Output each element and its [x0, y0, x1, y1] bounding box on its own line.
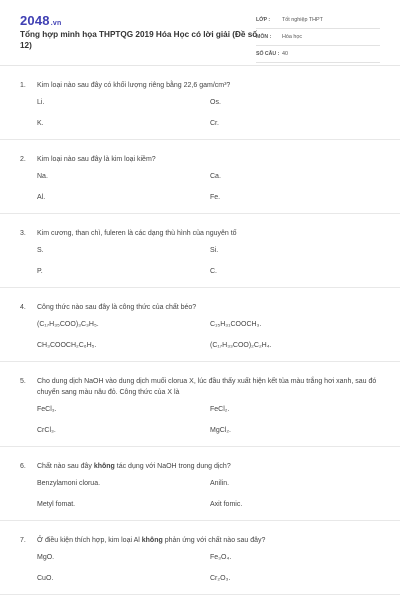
answer-options	[37, 319, 380, 351]
answer-option[interactable]: Benzylamoni clorua.	[37, 480, 101, 487]
question-text-part: phản ứng với chất nào sau đây?	[162, 537, 266, 544]
answer-option[interactable]: P.	[37, 268, 43, 275]
answer-option[interactable]: CuO.	[37, 575, 54, 582]
question-item	[0, 288, 400, 362]
question-text: Kim cương, than chì, fuleren là các dạng thù hình của nguyên tố	[37, 230, 237, 237]
meta-value: Tốt nghiệp THPT	[282, 17, 323, 23]
answer-option[interactable]: C₁₅H₃₁COOCH₃.	[210, 321, 262, 328]
answer-option[interactable]: CrCl₃.	[37, 427, 56, 434]
question-item	[0, 214, 400, 288]
question-item	[0, 140, 400, 214]
answer-option[interactable]: Fe₃O₄.	[210, 554, 232, 561]
answer-options	[37, 552, 380, 584]
answer-option[interactable]: Fe.	[210, 194, 221, 201]
question-number: 6.	[20, 463, 26, 470]
meta-row-subject	[256, 29, 380, 46]
answer-option[interactable]: K.	[37, 120, 44, 127]
answer-options	[37, 478, 380, 510]
question-text: Kim loại nào sau đây có khối lượng riêng bằng 22,6 gam/cm³?	[37, 82, 231, 89]
logo-text[interactable]: 2048	[20, 13, 50, 28]
answer-option[interactable]: FeCl₃.	[37, 406, 57, 413]
answer-option[interactable]: Cr₂O₃.	[210, 575, 231, 582]
question-emphasis: không	[93, 463, 115, 470]
meta-value: 40	[282, 51, 288, 57]
question-list	[0, 66, 400, 595]
answer-option[interactable]: S.	[37, 247, 44, 254]
meta-label: SỐ CÂU :	[256, 51, 280, 57]
page-title: Tổng hợp minh họa THPTQG 2019 Hóa Học có lời giải (Đề số 12)	[20, 30, 258, 50]
answer-option[interactable]: Na.	[37, 173, 48, 180]
question-number: 7.	[20, 537, 26, 544]
answer-options	[37, 171, 380, 203]
question-number: 3.	[20, 230, 26, 237]
meta-value: Hóa học	[282, 34, 303, 40]
answer-options	[37, 404, 380, 436]
meta-row-count	[256, 46, 380, 63]
question-item	[0, 362, 400, 447]
site-logo[interactable]	[20, 13, 61, 28]
question-text	[37, 461, 380, 472]
answer-option[interactable]: (C₁₇H₃₃COO)₂C₂H₄.	[210, 342, 272, 349]
question-item	[0, 66, 400, 140]
answer-option[interactable]: MgO.	[37, 554, 55, 561]
question-text: Kim loại nào sau đây là kim loại kiềm?	[37, 156, 156, 163]
answer-option[interactable]: Axit fomic.	[210, 501, 243, 508]
question-number: 5.	[20, 378, 26, 385]
header	[0, 0, 400, 66]
question-text-part: Ở điều kiện thích hợp, kim loại Al	[37, 537, 142, 544]
answer-option[interactable]: Al.	[37, 194, 46, 201]
meta-label: MÔN :	[256, 34, 272, 40]
answer-option[interactable]: FeCl₂.	[210, 406, 230, 413]
meta-row-class	[256, 12, 380, 29]
answer-options	[37, 97, 380, 129]
question-item	[0, 521, 400, 595]
question-text: Cho dung dịch NaOH vào dung dịch muối clorua X, lúc đầu thấy xuất hiện kết tủa màu trắng hơi xanh, sau đó chuyển sang màu nâu đỏ. Công thức của X là	[37, 378, 377, 396]
question-text-part: tác dụng với NaOH trong dung dịch?	[114, 463, 231, 470]
question-number: 1.	[20, 82, 26, 89]
logo-suffix[interactable]: .vn	[50, 20, 62, 27]
exam-meta	[256, 12, 380, 63]
question-number: 2.	[20, 156, 26, 163]
answer-option[interactable]: CH₃COOCH₂C₆H₅.	[37, 342, 97, 349]
answer-option[interactable]: Cr.	[210, 120, 219, 127]
answer-option[interactable]: Metyl fomat.	[37, 501, 76, 508]
answer-option[interactable]: Anilin.	[210, 480, 230, 487]
meta-label: LỚP :	[256, 17, 271, 23]
answer-option[interactable]: (C₁₇H₃₅COO)₃C₃H₅.	[37, 321, 99, 328]
answer-options	[37, 245, 380, 277]
answer-option[interactable]: Si.	[210, 247, 219, 254]
answer-option[interactable]: Li.	[37, 99, 45, 106]
question-number: 4.	[20, 304, 26, 311]
answer-option[interactable]: MgCl₂.	[210, 427, 231, 434]
question-text: Công thức nào sau đây là công thức của chất béo?	[37, 304, 197, 311]
question-emphasis: không	[141, 537, 163, 544]
answer-option[interactable]: C.	[210, 268, 217, 275]
question-item	[0, 447, 400, 521]
answer-option[interactable]: Os.	[210, 99, 221, 106]
answer-option[interactable]: Ca.	[210, 173, 221, 180]
question-text-part: Chất nào sau đây	[37, 463, 94, 470]
question-text	[37, 535, 380, 546]
